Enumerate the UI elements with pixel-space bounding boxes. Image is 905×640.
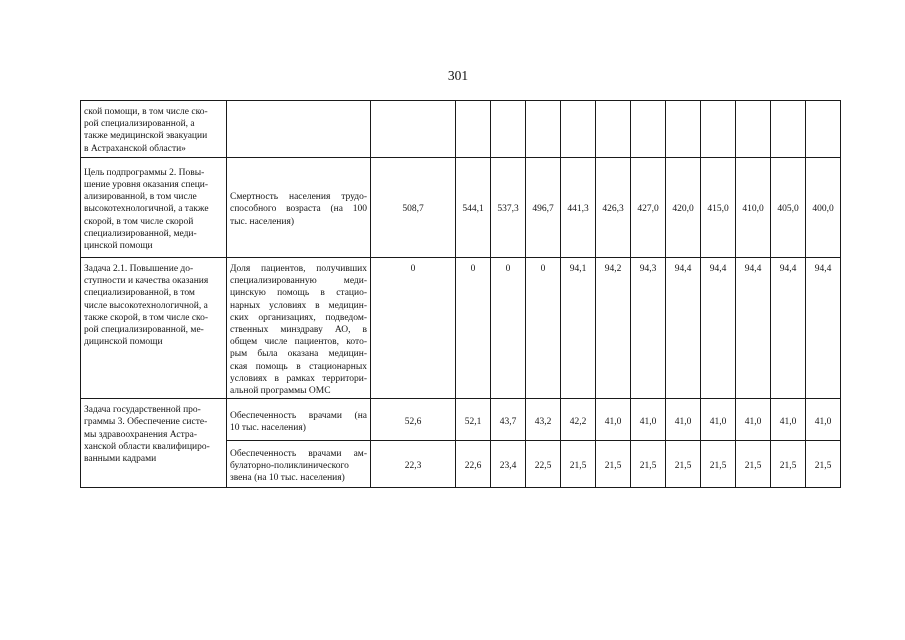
value-text: 43,7 xyxy=(499,416,517,427)
value-text: 21,5 xyxy=(709,461,727,472)
value-cell xyxy=(596,258,631,399)
value-text: 537,3 xyxy=(497,204,519,215)
value-text: 0 xyxy=(505,264,511,274)
value-cell xyxy=(561,158,596,258)
table-row xyxy=(81,101,841,158)
value-text: 94,4 xyxy=(814,264,832,274)
goal-text-line: рой специализированной, ме- xyxy=(84,325,204,336)
base-value-cell xyxy=(371,441,456,488)
value-cell xyxy=(806,158,841,258)
table-row xyxy=(81,399,841,441)
value-cell xyxy=(631,101,666,158)
value-text: 496,7 xyxy=(532,204,554,215)
base-value-cell xyxy=(371,258,456,399)
value-cell xyxy=(631,441,666,488)
goal-text-line: Цель подпрограммы 2. Повы- xyxy=(84,167,205,178)
indicator-text-line: условиях в рамках территори- xyxy=(230,373,367,384)
goal-text-line: высокотехнологичной, а также xyxy=(84,204,209,215)
value-cell xyxy=(771,441,806,488)
value-text: 21,5 xyxy=(604,461,622,472)
value-text: 94,1 xyxy=(569,264,587,274)
goal-text-line: Задача государственной про- xyxy=(84,405,201,416)
indicator-text-line: Доля пациентов, получивших xyxy=(230,264,367,274)
table-row xyxy=(81,258,841,399)
value-text: 94,3 xyxy=(639,264,657,274)
value-text: 42,2 xyxy=(569,416,587,427)
goal-cell xyxy=(81,258,227,399)
value-text: 41,0 xyxy=(744,416,762,427)
value-text: 21,5 xyxy=(639,461,657,472)
value-cell xyxy=(736,399,771,441)
value-cell xyxy=(596,399,631,441)
indicator-text-line: альной программы ОМС xyxy=(230,386,331,397)
value-text: 21,5 xyxy=(779,461,797,472)
value-cell xyxy=(456,399,491,441)
value-cell xyxy=(526,258,561,399)
value-cell xyxy=(666,158,701,258)
value-text: 426,3 xyxy=(602,204,624,215)
indicator-text-line: тыс. населения) xyxy=(230,216,295,227)
value-cell xyxy=(456,441,491,488)
value-cell xyxy=(701,158,736,258)
value-cell xyxy=(771,158,806,258)
value-text: 400,0 xyxy=(812,204,834,215)
value-cell xyxy=(596,158,631,258)
value-text: 52,6 xyxy=(404,416,422,427)
goal-text-line: также медицинской эвакуации xyxy=(84,131,208,142)
indicator-text-line: специализированную меди- xyxy=(230,276,367,287)
indicator-cell xyxy=(227,399,371,441)
goal-text-line: цинской помощи xyxy=(84,241,153,251)
base-value-cell xyxy=(371,399,456,441)
value-cell xyxy=(806,258,841,399)
indicator-text-line: цинскую помощь в стацио- xyxy=(230,288,367,299)
value-text: 21,5 xyxy=(674,461,692,472)
value-text: 41,0 xyxy=(709,416,727,427)
value-text: 21,5 xyxy=(744,461,762,472)
goal-text-line: в Астраханской области» xyxy=(84,143,186,154)
indicator-text-line: нарных условиях в медицин- xyxy=(230,300,367,311)
value-cell xyxy=(631,399,666,441)
goal-text-line: специализированной, меди- xyxy=(84,228,197,239)
goal-text-line: ступности и качества оказания xyxy=(84,276,209,287)
indicator-text-line: общем числе пациентов, кото- xyxy=(230,337,367,348)
value-text: 41,0 xyxy=(814,416,832,427)
value-text: 0 xyxy=(410,264,416,274)
indicator-text-line: Обеспеченность врачами (на xyxy=(230,410,367,421)
indicator-text-line: ских организациях, подведом- xyxy=(230,312,367,323)
value-text: 427,0 xyxy=(637,204,659,215)
value-text: 94,2 xyxy=(604,264,622,274)
value-cell xyxy=(491,441,526,488)
value-text: 94,4 xyxy=(674,264,692,274)
goal-text-line: Задача 2.1. Повышение до- xyxy=(84,264,194,274)
goal-text-line: числе высокотехнологичной, а xyxy=(84,300,208,311)
goal-text-line: рой специализированной, а xyxy=(84,119,195,130)
value-text: 94,4 xyxy=(779,264,797,274)
value-cell xyxy=(491,158,526,258)
value-cell xyxy=(701,399,736,441)
value-cell xyxy=(771,258,806,399)
value-cell xyxy=(491,258,526,399)
value-cell xyxy=(596,101,631,158)
value-cell xyxy=(806,441,841,488)
value-cell xyxy=(701,441,736,488)
indicator-text-line: ственных минздраву АО, в xyxy=(230,325,367,336)
value-text: 41,0 xyxy=(604,416,622,427)
value-text: 41,0 xyxy=(639,416,657,427)
indicator-cell xyxy=(227,441,371,488)
value-text: 508,7 xyxy=(402,204,424,215)
goal-text-line: ханской области квалифициро- xyxy=(84,441,210,452)
base-value-cell xyxy=(371,158,456,258)
value-cell xyxy=(736,258,771,399)
value-cell xyxy=(666,399,701,441)
value-text: 544,1 xyxy=(462,204,484,215)
value-cell xyxy=(596,441,631,488)
goal-text-line: граммы 3. Обеспечение систе- xyxy=(84,417,208,428)
value-cell xyxy=(526,158,561,258)
goal-cell xyxy=(81,158,227,258)
value-cell xyxy=(526,441,561,488)
value-text: 22,6 xyxy=(464,461,482,472)
value-text: 0 xyxy=(540,264,546,274)
value-text: 0 xyxy=(470,264,476,274)
value-text: 420,0 xyxy=(672,204,694,215)
indicator-text-line: Смертность населения трудо- xyxy=(230,192,367,203)
table-row xyxy=(81,158,841,258)
indicator-text-line: звена (на 10 тыс. населения) xyxy=(230,473,345,484)
indicator-text-line: Обеспеченность врачами ам- xyxy=(230,448,367,459)
value-cell xyxy=(701,258,736,399)
value-cell xyxy=(806,399,841,441)
value-text: 410,0 xyxy=(742,204,764,215)
value-cell xyxy=(491,101,526,158)
page-number: 301 xyxy=(447,68,469,83)
value-cell xyxy=(526,101,561,158)
value-cell xyxy=(701,101,736,158)
goal-text-line: ской помощи, в том числе ско- xyxy=(84,107,208,117)
value-text: 94,4 xyxy=(709,264,727,274)
goal-text-line: ализированной, в том числе xyxy=(84,192,197,203)
indicator-text-line: способного возраста (на 100 xyxy=(230,204,367,215)
value-cell xyxy=(491,399,526,441)
value-text: 21,5 xyxy=(569,461,587,472)
value-text: 415,0 xyxy=(707,204,729,215)
goal-cell xyxy=(81,101,227,158)
indicator-text-line: 10 тыс. населения) xyxy=(230,422,306,433)
value-cell xyxy=(736,101,771,158)
indicator-text-line: ская помощь в стационарных xyxy=(230,361,367,372)
value-cell xyxy=(666,441,701,488)
value-cell xyxy=(456,101,491,158)
value-cell xyxy=(806,101,841,158)
value-text: 43,2 xyxy=(534,416,552,427)
value-text: 22,5 xyxy=(534,461,552,472)
indicator-cell xyxy=(227,258,371,399)
indicators-table xyxy=(80,100,841,488)
value-cell xyxy=(736,158,771,258)
indicator-text-line: булаторно-поликлинического xyxy=(230,461,349,472)
indicator-cell xyxy=(227,101,371,158)
goal-text-line: специализированной, в том xyxy=(84,288,195,299)
goal-text-line: также скорой, в том числе ско- xyxy=(84,312,209,323)
indicator-cell xyxy=(227,158,371,258)
goal-text-line: ванными кадрами xyxy=(84,454,157,465)
value-cell xyxy=(666,258,701,399)
value-text: 41,0 xyxy=(674,416,692,427)
value-text: 23,4 xyxy=(499,461,517,472)
value-text: 441,3 xyxy=(567,204,589,215)
goal-text-line: мы здравоохранения Астра- xyxy=(84,429,198,440)
value-text: 94,4 xyxy=(744,264,762,274)
value-cell xyxy=(771,399,806,441)
value-text: 405,0 xyxy=(777,204,799,215)
indicator-text-line: рым была оказана медицин- xyxy=(230,349,367,360)
goal-text-line: дицинской помощи xyxy=(84,337,163,348)
value-text: 41,0 xyxy=(779,416,797,427)
value-cell xyxy=(666,101,701,158)
value-cell xyxy=(771,101,806,158)
value-text: 22,3 xyxy=(404,461,422,472)
value-cell xyxy=(456,158,491,258)
value-text: 21,5 xyxy=(814,461,832,472)
table-body xyxy=(81,101,841,488)
base-value-cell xyxy=(371,101,456,158)
goal-text-line: скорой, в том числе скорой xyxy=(84,216,194,227)
value-cell xyxy=(631,158,666,258)
value-cell xyxy=(561,399,596,441)
value-cell xyxy=(561,441,596,488)
value-cell xyxy=(736,441,771,488)
goal-text-line: шение уровня оказания специ- xyxy=(84,179,209,190)
value-cell xyxy=(456,258,491,399)
value-cell xyxy=(561,258,596,399)
value-cell xyxy=(526,399,561,441)
goal-cell xyxy=(81,399,227,488)
value-cell xyxy=(631,258,666,399)
value-cell xyxy=(561,101,596,158)
value-text: 52,1 xyxy=(464,416,482,427)
